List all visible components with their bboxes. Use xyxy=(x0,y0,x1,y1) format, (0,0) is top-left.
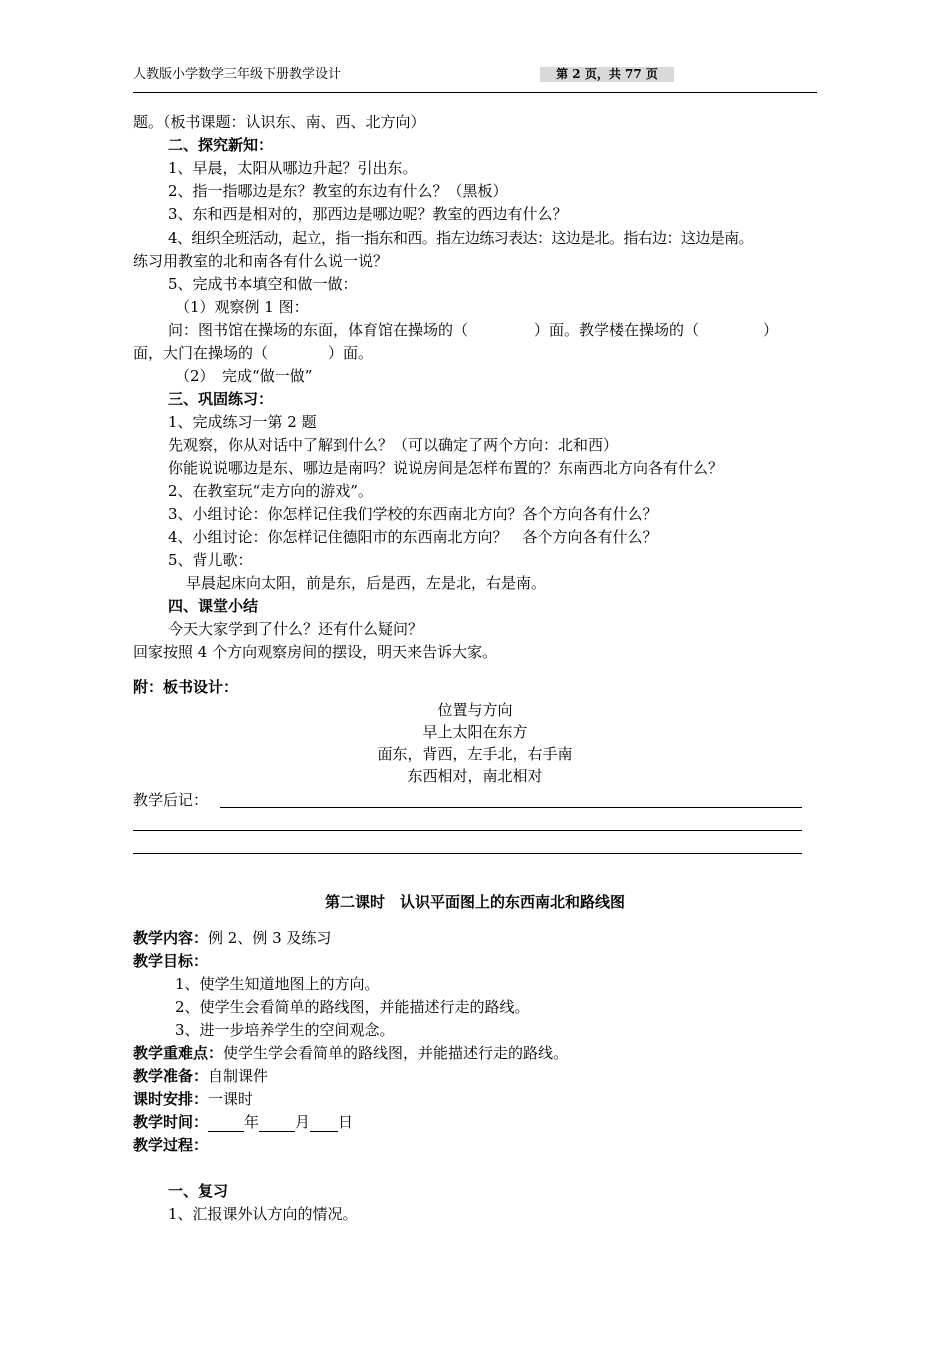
text-line: 练习用教室的北和南各有什么说一说？ xyxy=(133,252,389,270)
year-blank xyxy=(208,1117,244,1132)
question-text: ）面。教学楼在操场的（ xyxy=(534,321,700,339)
question-text: 问：图书馆在操场的东面，体育馆在操场的（ xyxy=(168,321,469,339)
writing-line xyxy=(220,807,802,808)
text-line: 题。（板书课题：认识东、南、西、北方向） xyxy=(133,113,426,131)
text-line: 3、小组讨论：你怎样记住我们学校的东西南北方向？各个方向各有什么？ xyxy=(168,505,658,523)
field-value: 使学生学会看简单的路线图，并能描述行走的路线。 xyxy=(223,1044,569,1062)
goal-item: 1、使学生知道地图上的方向。 xyxy=(175,975,380,993)
question-text: 面，大门在操场的（ xyxy=(133,344,269,362)
field-label: 教学准备： xyxy=(133,1067,209,1085)
board-item: 面东，背西，左手北，右手南 xyxy=(377,745,573,763)
header-page-info: 第 2 页，共 77 页 xyxy=(540,67,674,82)
text-line: 4、小组讨论：你怎样记住德阳市的东西南北方向？ 各个方向各有什么？ xyxy=(168,528,658,546)
text-line xyxy=(133,343,373,363)
field-value: 自制课件 xyxy=(208,1067,269,1085)
day-text: 日 xyxy=(338,1113,354,1131)
board-design-label: 附：板书设计： xyxy=(133,678,239,696)
section-heading: 二、探究新知： xyxy=(168,136,274,154)
text-line: （1）观察例 1 图： xyxy=(175,298,309,316)
lesson-title: 第二课时 认识平面图上的东西南北和路线图 xyxy=(324,893,625,911)
writing-line xyxy=(133,830,802,831)
year-text: 年 xyxy=(244,1113,260,1131)
text-line xyxy=(133,1066,268,1086)
goal-item: 2、使学生会看简单的路线图，并能描述行走的路线。 xyxy=(175,998,530,1016)
field-label: 教学目标： xyxy=(133,952,209,970)
text-line: 5、背儿歌： xyxy=(168,551,253,569)
text-line: 你能说说哪边是东、哪边是南吗？说说房间是怎样布置的？东南西北方向各有什么？ xyxy=(168,459,724,477)
field-value: 例 2、例 3 及练习 xyxy=(208,929,332,947)
text-line: 2、在教室玩“走方向的游戏”。 xyxy=(168,482,373,500)
text-line: 3、东和西是相对的，那西边是哪边呢？教室的西边有什么？ xyxy=(168,205,568,223)
text-line: 2、指一指哪边是东？教室的东边有什么？（黑板） xyxy=(168,182,508,200)
question-text: ） xyxy=(763,321,779,339)
text-line xyxy=(133,1043,568,1063)
header-divider xyxy=(133,92,817,93)
text-line: 1、完成练习一第 2 题 xyxy=(168,413,317,431)
section-heading: 三、巩固练习： xyxy=(168,390,274,408)
field-value: 一课时 xyxy=(208,1090,254,1108)
text-line: （2） 完成“做一做” xyxy=(175,367,313,385)
header-title: 人教版小学数学三年级下册教学设计 xyxy=(133,67,342,82)
field-label: 课时安排： xyxy=(133,1090,209,1108)
text-line xyxy=(133,928,331,948)
day-blank xyxy=(310,1117,338,1132)
section-heading: 四、课堂小结 xyxy=(168,597,259,615)
text-line: 1、汇报课外认方向的情况。 xyxy=(168,1205,358,1223)
board-item: 东西相对，南北相对 xyxy=(407,767,543,785)
section-heading: 一、复习 xyxy=(168,1182,229,1200)
reflection-label: 教学后记： xyxy=(133,791,209,809)
goal-item: 3、进一步培养学生的空间观念。 xyxy=(175,1021,395,1039)
board-item: 位置与方向 xyxy=(437,701,513,719)
question-text: ）面。 xyxy=(328,344,374,362)
board-item: 早上太阳在东方 xyxy=(422,723,528,741)
text-line: 4、组织全班活动，起立，指一指东和西。指左边练习表达：这边是北。指右边：这边是南。 xyxy=(168,229,753,247)
field-label: 教学过程： xyxy=(133,1136,209,1154)
month-blank xyxy=(259,1117,295,1132)
text-line xyxy=(133,1089,253,1109)
writing-line xyxy=(133,853,802,854)
text-line: 1、早晨，太阳从哪边升起？引出东。 xyxy=(168,159,418,177)
text-line: 先观察，你从对话中了解到什么？（可以确定了两个方向：北和西） xyxy=(168,436,619,454)
text-line xyxy=(168,320,778,340)
month-text: 月 xyxy=(295,1113,311,1131)
field-label: 教学内容： xyxy=(133,929,209,947)
text-line xyxy=(133,1112,353,1132)
text-line: 回家按照 4 个方向观察房间的摆设，明天来告诉大家。 xyxy=(133,643,498,661)
field-label: 教学重难点： xyxy=(133,1044,224,1062)
text-line: 5、完成书本填空和做一做： xyxy=(168,275,358,293)
field-label: 教学时间： xyxy=(133,1113,209,1131)
text-line: 早晨起床向太阳，前是东，后是西，左是北，右是南。 xyxy=(186,574,547,592)
text-line: 今天大家学到了什么？还有什么疑问？ xyxy=(168,620,424,638)
